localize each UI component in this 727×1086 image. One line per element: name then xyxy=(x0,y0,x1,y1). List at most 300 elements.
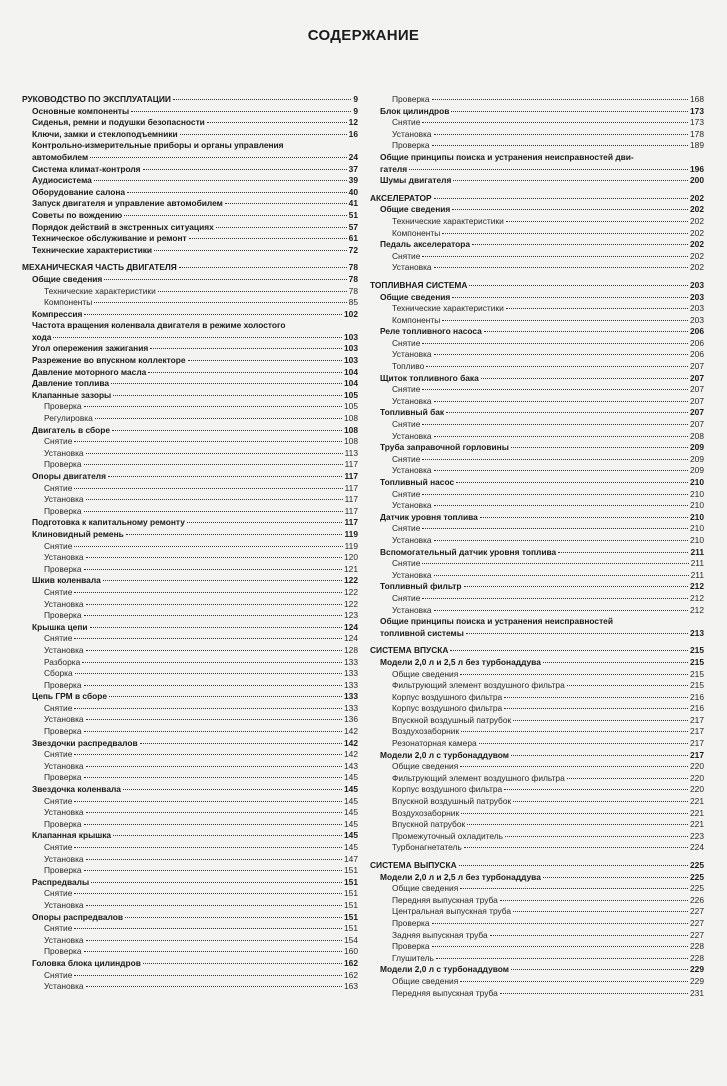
toc-entry[interactable] xyxy=(22,245,358,257)
toc-entry[interactable] xyxy=(370,738,704,750)
dot-leader xyxy=(108,476,342,477)
dot-leader xyxy=(188,360,342,361)
toc-entry[interactable] xyxy=(22,164,358,176)
toc-page-number: 228 xyxy=(690,941,704,952)
toc-entry-title-line: Общие принципы поиска и устранения неисправностей xyxy=(380,616,613,627)
toc-entry[interactable] xyxy=(370,605,704,617)
toc-entry[interactable] xyxy=(370,465,704,477)
toc-entry[interactable] xyxy=(22,587,358,599)
toc-entry-title: Разборка xyxy=(44,656,81,667)
toc-section-heading[interactable] xyxy=(370,860,704,872)
toc-entry-title: Компоненты xyxy=(392,314,441,325)
toc-entry-title: Щиток топливного бака xyxy=(380,372,479,383)
toc-entry-title: Установка xyxy=(44,853,84,864)
dot-leader xyxy=(86,604,342,605)
toc-page-number: 117 xyxy=(344,505,358,516)
toc-entry-title: Проверка xyxy=(44,679,82,690)
toc-entry[interactable] xyxy=(370,581,704,593)
dot-leader xyxy=(469,285,688,286)
dot-leader xyxy=(466,633,688,634)
toc-page-number: 210 xyxy=(690,477,704,487)
dot-leader xyxy=(472,244,688,245)
toc-entry[interactable] xyxy=(22,175,358,187)
dot-leader xyxy=(434,505,688,506)
toc-entry[interactable] xyxy=(22,274,358,286)
toc-entry[interactable] xyxy=(370,883,704,895)
toc-page-number: 160 xyxy=(344,946,358,957)
toc-entry[interactable] xyxy=(370,129,704,141)
toc-page-number: 221 xyxy=(690,807,704,818)
toc-entry-title: Снятие xyxy=(44,436,73,447)
toc-entry[interactable] xyxy=(22,436,358,448)
toc-page-number: 123 xyxy=(344,610,358,621)
toc-entry-title: топливной системы xyxy=(380,627,464,638)
toc-section-heading[interactable] xyxy=(370,193,704,205)
toc-entry[interactable] xyxy=(22,343,358,355)
toc-entry[interactable] xyxy=(22,691,358,703)
toc-page-number: 210 xyxy=(690,511,704,522)
toc-entry[interactable] xyxy=(370,361,704,373)
toc-section-heading[interactable] xyxy=(370,280,704,292)
dot-leader xyxy=(86,940,342,941)
toc-entry[interactable] xyxy=(370,558,704,570)
toc-entry[interactable] xyxy=(22,309,358,321)
toc-entry[interactable] xyxy=(370,657,704,669)
toc-page-number: 151 xyxy=(344,876,358,887)
toc-entry[interactable] xyxy=(370,106,704,118)
toc-entry-title: Передняя выпускная труба xyxy=(392,987,498,998)
toc-entry[interactable] xyxy=(370,431,704,443)
toc-entry[interactable] xyxy=(370,228,704,240)
toc-entry-title: Корпус воздушного фильтра xyxy=(392,784,503,795)
toc-page-number: 41 xyxy=(348,198,358,209)
toc-page-number: 217 xyxy=(690,714,704,725)
toc-entry[interactable] xyxy=(370,477,704,489)
toc-entry[interactable] xyxy=(22,506,358,518)
toc-entry[interactable] xyxy=(370,239,704,251)
toc-entry[interactable] xyxy=(370,489,704,501)
toc-entry[interactable] xyxy=(370,750,704,762)
toc-entry[interactable] xyxy=(370,872,704,884)
dot-leader xyxy=(481,378,688,379)
toc-page-number: 128 xyxy=(344,644,358,655)
toc-entry[interactable] xyxy=(22,854,358,866)
dot-leader xyxy=(74,488,342,489)
toc-entry[interactable] xyxy=(370,895,704,907)
toc-entry-title: Установка xyxy=(44,447,84,458)
toc-page-number: 206 xyxy=(690,326,704,337)
dot-leader xyxy=(84,464,343,465)
toc-entry[interactable] xyxy=(22,367,358,379)
toc-entry[interactable] xyxy=(22,355,358,367)
toc-entry[interactable] xyxy=(22,761,358,773)
toc-page-number: 145 xyxy=(344,842,358,852)
toc-entry[interactable] xyxy=(22,830,358,842)
toc-page-number: 212 xyxy=(690,592,704,603)
dot-leader xyxy=(460,766,688,767)
toc-entry-title: Установка xyxy=(44,934,84,945)
toc-entry-title: Общие сведения xyxy=(380,204,451,215)
toc-entry[interactable] xyxy=(370,941,704,953)
dot-leader xyxy=(432,946,689,947)
toc-entry-title: Топливо xyxy=(392,361,425,372)
toc-entry-title: Компоненты xyxy=(44,297,93,308)
toc-entry[interactable] xyxy=(22,888,358,900)
toc-entry[interactable] xyxy=(370,918,704,930)
toc-entry-title: Установка xyxy=(44,494,84,505)
dot-leader xyxy=(513,911,688,912)
dot-leader xyxy=(434,401,688,402)
toc-entry[interactable] xyxy=(370,326,704,338)
toc-entry[interactable] xyxy=(22,210,358,222)
toc-entry[interactable] xyxy=(370,216,704,228)
toc-page-number: 210 xyxy=(690,500,704,511)
toc-entry[interactable] xyxy=(22,981,358,993)
toc-entry-title: Задняя выпускная труба xyxy=(392,929,488,940)
toc-page-number: 9 xyxy=(353,105,358,116)
toc-entry[interactable] xyxy=(370,784,704,796)
toc-entry-title: Турбонагнетатель xyxy=(392,842,462,853)
dot-leader xyxy=(112,430,342,431)
dot-leader xyxy=(86,453,343,454)
toc-page-number: 145 xyxy=(344,830,358,841)
toc-entry[interactable] xyxy=(370,384,704,396)
toc-page-number: 211 xyxy=(690,558,704,569)
dot-leader xyxy=(74,975,342,976)
toc-page-number: 78 xyxy=(348,273,358,284)
dot-leader xyxy=(480,517,688,518)
toc-entry-title: Воздухозаборник xyxy=(392,807,460,818)
toc-entry[interactable] xyxy=(22,807,358,819)
toc-entry[interactable] xyxy=(22,657,358,669)
toc-entry-title: Топливный бак xyxy=(380,407,445,418)
toc-entry[interactable] xyxy=(370,523,704,535)
dot-leader xyxy=(434,354,688,355)
toc-entry[interactable] xyxy=(370,512,704,524)
toc-entry[interactable] xyxy=(22,541,358,553)
dot-leader xyxy=(432,923,689,924)
toc-entry-title: Разрежение во впускном коллекторе xyxy=(32,355,186,366)
toc-entry[interactable] xyxy=(370,547,704,559)
toc-entry[interactable] xyxy=(370,373,704,385)
dot-leader xyxy=(75,673,342,674)
toc-entry[interactable] xyxy=(370,906,704,918)
toc-section-heading[interactable] xyxy=(22,262,358,274)
dot-leader xyxy=(148,372,342,373)
toc-page-number: 210 xyxy=(690,523,704,534)
toc-page-number: 103 xyxy=(344,355,358,366)
toc-entry[interactable] xyxy=(370,349,704,361)
toc-entry[interactable] xyxy=(22,483,358,495)
toc-entry-title: Установка xyxy=(44,644,84,655)
dot-leader xyxy=(95,418,342,419)
toc-entry[interactable] xyxy=(22,784,358,796)
toc-entry[interactable] xyxy=(22,517,358,529)
toc-entry-title: Снятие xyxy=(44,749,73,760)
toc-page-number: 145 xyxy=(344,807,358,818)
toc-entry[interactable] xyxy=(22,726,358,738)
toc-entry[interactable] xyxy=(22,378,358,390)
toc-entry[interactable] xyxy=(22,610,358,622)
toc-entry[interactable] xyxy=(22,529,358,541)
toc-page-number: 39 xyxy=(348,175,358,186)
toc-entry-title: Клапанные зазоры xyxy=(32,389,112,400)
toc-entry[interactable] xyxy=(22,187,358,199)
toc-entry[interactable] xyxy=(370,628,704,640)
toc-entry-title: СИСТЕМА ВПУСКА xyxy=(370,645,449,656)
toc-entry[interactable] xyxy=(370,726,704,738)
toc-entry-title: Советы по вождению xyxy=(32,209,123,220)
toc-entry-title: Порядок действий в экстренных ситуациях xyxy=(32,221,214,232)
toc-page-number: 211 xyxy=(690,546,704,557)
toc-entry[interactable] xyxy=(370,396,704,408)
toc-entry[interactable] xyxy=(22,471,358,483)
toc-entry[interactable] xyxy=(370,500,704,512)
toc-entry[interactable] xyxy=(22,772,358,784)
toc-entry[interactable] xyxy=(22,129,358,141)
toc-entry[interactable] xyxy=(22,198,358,210)
toc-entry-title: Фильтрующий элемент воздушного фильтра xyxy=(392,772,565,783)
toc-page-number: 133 xyxy=(344,668,358,679)
toc-entry-title: Впускной воздушный патрубок xyxy=(392,714,512,725)
toc-entry[interactable] xyxy=(370,292,704,304)
toc-entry[interactable] xyxy=(22,819,358,831)
toc-entry[interactable] xyxy=(22,877,358,889)
toc-page-number: 162 xyxy=(344,969,358,980)
toc-page-number: 40 xyxy=(348,186,358,197)
dot-leader xyxy=(143,169,347,170)
toc-page-number: 119 xyxy=(344,528,358,539)
toc-entry[interactable] xyxy=(22,622,358,634)
toc-entry[interactable] xyxy=(370,669,704,681)
dot-leader xyxy=(173,99,351,100)
toc-section-heading[interactable] xyxy=(370,645,704,657)
toc-entry[interactable] xyxy=(370,117,704,129)
toc-entry[interactable] xyxy=(22,494,358,506)
toc-entry-title: Установка xyxy=(392,430,432,441)
toc-page-number: 142 xyxy=(344,726,358,737)
dot-leader xyxy=(53,337,342,338)
toc-entry[interactable] xyxy=(22,970,358,982)
toc-page-number: 215 xyxy=(690,668,704,679)
toc-entry-title: Общие сведения xyxy=(392,975,459,986)
toc-entry[interactable] xyxy=(22,575,358,587)
toc-entry-title: Центральная выпускная труба xyxy=(392,906,512,917)
toc-entry[interactable] xyxy=(22,703,358,715)
dot-leader xyxy=(179,267,347,268)
toc-entry[interactable] xyxy=(22,297,358,309)
toc-left-column xyxy=(22,94,358,993)
toc-entry[interactable] xyxy=(22,714,358,726)
toc-page-number: 212 xyxy=(690,604,704,615)
toc-entry[interactable] xyxy=(22,599,358,611)
dot-leader xyxy=(434,610,688,611)
toc-entry[interactable] xyxy=(22,332,358,344)
dot-leader xyxy=(558,552,688,553)
toc-entry[interactable] xyxy=(22,738,358,750)
toc-entry-title: Снятие xyxy=(44,482,73,493)
toc-entry-title: Глушитель xyxy=(392,952,434,963)
toc-entry[interactable] xyxy=(22,842,358,854)
toc-page-number: 207 xyxy=(690,407,704,418)
toc-entry[interactable] xyxy=(22,946,358,958)
toc-entry[interactable] xyxy=(22,552,358,564)
toc-entry[interactable] xyxy=(22,645,358,657)
dot-leader xyxy=(127,192,347,193)
dot-leader xyxy=(189,238,347,239)
toc-entry[interactable] xyxy=(22,668,358,680)
toc-entry[interactable] xyxy=(370,419,704,431)
toc-entry[interactable] xyxy=(370,140,704,152)
toc-entry[interactable] xyxy=(370,338,704,350)
toc-entry[interactable] xyxy=(370,819,704,831)
toc-entry[interactable] xyxy=(22,152,358,164)
toc-entry[interactable] xyxy=(22,935,358,947)
toc-entry-title: Проверка xyxy=(44,726,82,737)
toc-entry[interactable] xyxy=(22,286,358,298)
toc-entry[interactable] xyxy=(22,958,358,970)
toc-entry-title: МЕХАНИЧЕСКАЯ ЧАСТЬ ДВИГАТЕЛЯ xyxy=(22,262,177,273)
toc-entry-title: Установка xyxy=(44,807,84,818)
toc-entry-title: Клапанная крышка xyxy=(32,830,112,841)
toc-page-number: 37 xyxy=(348,163,358,174)
dot-leader xyxy=(500,993,688,994)
toc-entry-title: Установка xyxy=(44,981,84,992)
dot-leader xyxy=(422,528,688,529)
toc-entry[interactable] xyxy=(370,773,704,785)
toc-page-number: 104 xyxy=(344,366,358,377)
toc-page-number: 228 xyxy=(690,952,704,963)
toc-right-column xyxy=(370,94,704,999)
toc-entry[interactable] xyxy=(22,749,358,761)
toc-entry[interactable] xyxy=(370,692,704,704)
dot-leader xyxy=(74,592,342,593)
dot-leader xyxy=(90,157,347,158)
toc-page-number: 207 xyxy=(690,384,704,395)
toc-entry[interactable] xyxy=(370,315,704,327)
toc-entry-title: Проверка xyxy=(392,941,430,952)
toc-entry[interactable] xyxy=(370,808,704,820)
toc-entry-title: Проверка xyxy=(44,946,82,957)
toc-entry-title: Ключи, замки и стеклоподъемники xyxy=(32,128,178,139)
toc-entry-title: Проверка xyxy=(44,865,82,876)
toc-entry[interactable] xyxy=(370,251,704,263)
toc-entry[interactable] xyxy=(370,842,704,854)
dot-leader xyxy=(84,511,343,512)
dot-leader xyxy=(131,111,351,112)
toc-page-number: 145 xyxy=(344,772,358,783)
toc-entry[interactable] xyxy=(22,459,358,471)
toc-page-number: 122 xyxy=(344,586,358,597)
toc-entry[interactable] xyxy=(370,94,704,106)
toc-entry[interactable] xyxy=(370,715,704,727)
page-title: СОДЕРЖАНИЕ xyxy=(307,27,420,44)
toc-entry-title: Корпус воздушного фильтра xyxy=(392,703,503,714)
toc-page-number: 229 xyxy=(690,964,704,975)
toc-entry[interactable] xyxy=(22,923,358,935)
toc-entry[interactable] xyxy=(370,976,704,988)
dot-leader xyxy=(84,870,343,871)
toc-entry[interactable] xyxy=(370,796,704,808)
toc-entry[interactable] xyxy=(370,175,704,187)
toc-entry-title: Запуск двигателя и управление автомобилем xyxy=(32,198,223,209)
dot-leader xyxy=(154,250,347,251)
dot-leader xyxy=(422,598,688,599)
toc-entry[interactable] xyxy=(22,796,358,808)
toc-entry[interactable] xyxy=(370,535,704,547)
dot-leader xyxy=(422,122,688,123)
toc-entry-title: ТОПЛИВНАЯ СИСТЕМА xyxy=(370,279,468,290)
dot-leader xyxy=(74,441,342,442)
toc-entry[interactable] xyxy=(370,703,704,715)
toc-entry[interactable] xyxy=(370,831,704,843)
toc-entry-title: Общие сведения xyxy=(392,761,459,772)
toc-entry[interactable] xyxy=(370,964,704,976)
dot-leader xyxy=(207,122,347,123)
dot-leader xyxy=(436,958,688,959)
toc-entry[interactable] xyxy=(370,164,704,176)
toc-entry[interactable] xyxy=(22,865,358,877)
toc-entry[interactable] xyxy=(22,413,358,425)
toc-entry[interactable] xyxy=(22,680,358,692)
dot-leader xyxy=(109,696,342,697)
toc-entry[interactable] xyxy=(22,564,358,576)
toc-entry[interactable] xyxy=(370,454,704,466)
toc-entry[interactable] xyxy=(22,900,358,912)
dot-leader xyxy=(452,297,688,298)
toc-entry[interactable] xyxy=(370,442,704,454)
toc-entry[interactable] xyxy=(22,222,358,234)
toc-section-heading[interactable] xyxy=(22,94,358,106)
dot-leader xyxy=(506,221,688,222)
toc-page-number: 189 xyxy=(690,140,704,151)
toc-entry[interactable] xyxy=(370,988,704,1000)
toc-entry-title: Снятие xyxy=(392,592,421,603)
toc-entry[interactable] xyxy=(22,117,358,129)
dot-leader xyxy=(86,557,342,558)
toc-entry[interactable] xyxy=(370,593,704,605)
toc-entry[interactable] xyxy=(22,233,358,245)
toc-page-number: 9 xyxy=(353,94,358,104)
dot-leader xyxy=(543,877,688,878)
toc-entry[interactable] xyxy=(22,425,358,437)
toc-page-number: 226 xyxy=(690,894,704,905)
toc-entry[interactable] xyxy=(370,204,704,216)
toc-page-number: 200 xyxy=(690,175,704,186)
toc-entry[interactable] xyxy=(22,401,358,413)
dot-leader xyxy=(84,569,343,570)
toc-entry-title-line: Частота вращения коленвала двигателя в режиме холостого xyxy=(32,320,286,331)
toc-entry[interactable] xyxy=(370,303,704,315)
toc-entry[interactable] xyxy=(22,390,358,402)
dot-leader xyxy=(143,963,342,964)
toc-entry[interactable] xyxy=(22,448,358,460)
toc-entry[interactable] xyxy=(370,761,704,773)
toc-entry[interactable] xyxy=(370,407,704,419)
dot-leader xyxy=(82,662,342,663)
toc-page-number: 215 xyxy=(690,645,704,656)
dot-leader xyxy=(504,789,688,790)
toc-entry[interactable] xyxy=(370,680,704,692)
toc-entry[interactable] xyxy=(22,912,358,924)
dot-leader xyxy=(84,731,343,732)
toc-entry[interactable] xyxy=(22,106,358,118)
toc-entry[interactable] xyxy=(370,570,704,582)
toc-entry[interactable] xyxy=(370,262,704,274)
toc-entry[interactable] xyxy=(370,953,704,965)
toc-entry[interactable] xyxy=(370,930,704,942)
toc-entry[interactable] xyxy=(22,633,358,645)
